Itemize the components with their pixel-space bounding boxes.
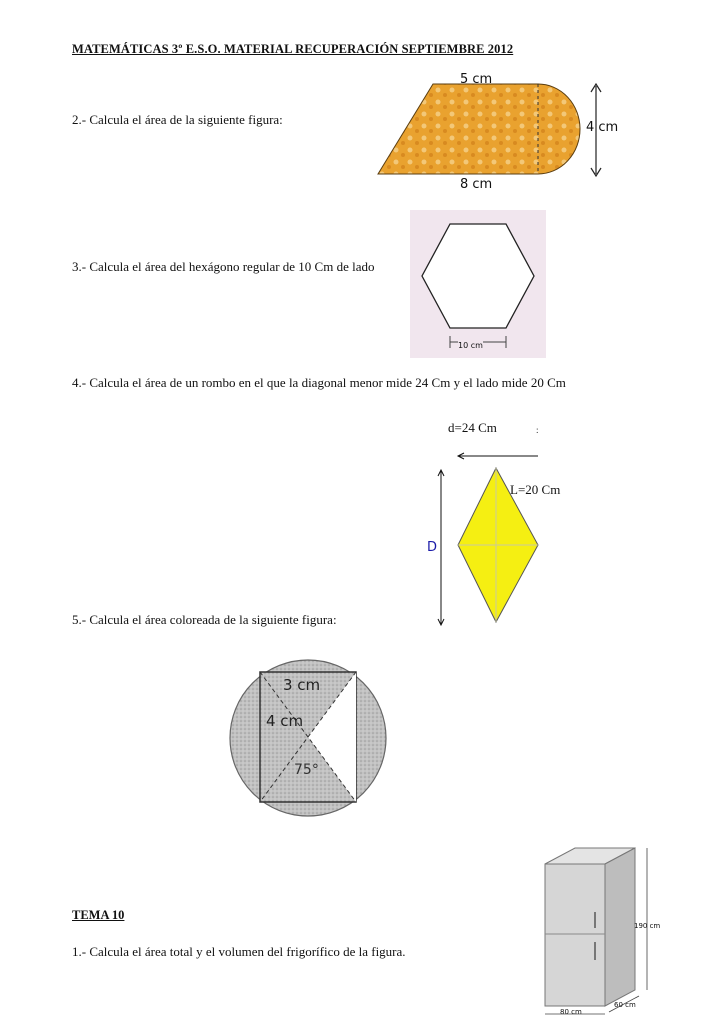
fridge-figure bbox=[535, 842, 685, 1022]
document-header: MATEMÁTICAS 3º E.S.O. MATERIAL RECUPERACIÓN SEPTIEMBRE 2012 bbox=[72, 42, 514, 56]
question-5-text: 5.- Calcula el área coloreada de la siguiente figura: bbox=[72, 612, 337, 627]
tema-10-title: TEMA 10 bbox=[72, 908, 125, 922]
q5-label-side: 4 cm bbox=[266, 712, 304, 730]
hexagon-figure bbox=[410, 210, 546, 358]
question-2-text: 2.- Calcula el área de la siguiente figura: bbox=[72, 112, 283, 127]
q3-label-side: 10 cm bbox=[458, 341, 483, 350]
q2-label-top: 5 cm bbox=[460, 72, 493, 87]
rhombus-figure bbox=[420, 420, 560, 635]
fridge-label-height: 190 cm bbox=[634, 922, 661, 930]
q4-label-side: L=20 Cm bbox=[510, 482, 561, 497]
q5-label-angle: 75° bbox=[294, 762, 319, 778]
svg-text::: : bbox=[536, 425, 539, 435]
q4-label-major-diagonal: D bbox=[427, 540, 438, 555]
q4-label-minor-diagonal: d=24 Cm bbox=[448, 420, 497, 435]
fridge-label-width: 80 cm bbox=[560, 1008, 582, 1016]
q2-label-right: 4 cm bbox=[586, 120, 619, 135]
tema-10-question-1-text: 1.- Calcula el área total y el volumen del frigorífico de la figura. bbox=[72, 944, 406, 959]
q5-label-top: 3 cm bbox=[283, 676, 321, 694]
fridge-label-depth: 60 cm bbox=[614, 1001, 636, 1009]
question-4-text: 4.- Calcula el área de un rombo en el que la diagonal menor mide 24 Cm y el lado mide 20 Cm bbox=[72, 375, 566, 390]
q2-label-bottom: 8 cm bbox=[460, 177, 493, 192]
question-3-text: 3.- Calcula el área del hexágono regular de 10 Cm de lado bbox=[72, 259, 375, 274]
